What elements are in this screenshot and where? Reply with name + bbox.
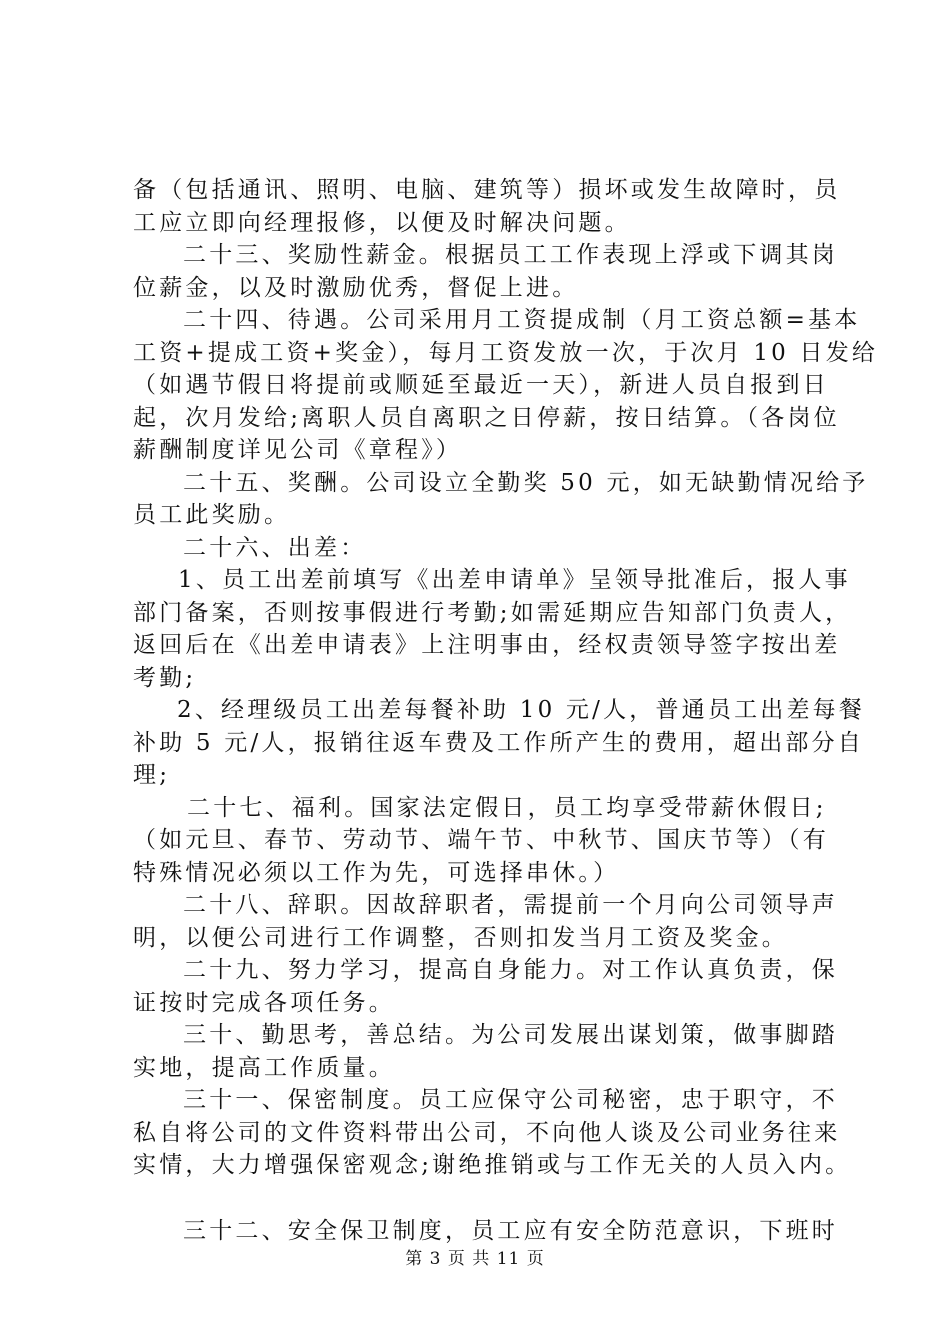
text-line: 二十四、待遇。公司采用月工资提成制（月工资总额=基本: [183, 307, 861, 333]
text-line: 特殊情况必须以工作为先，可选择串休。）: [133, 859, 620, 886]
text-line: 位薪金，以及时激励优秀，督促上进。: [133, 274, 579, 301]
text-line: 证按时完成各项任务。: [133, 989, 395, 1016]
text-line: 薪酬制度详见公司《章程》）: [133, 437, 463, 463]
page-footer: 第 3 页 共 11 页: [405, 1249, 545, 1269]
text-line: 实地，提高工作质量。: [133, 1054, 395, 1081]
text-line: 三十一、保密制度。员工应保守公司秘密，忠于职守，不: [183, 1087, 838, 1113]
paragraph-gap: [133, 1182, 833, 1215]
text-line: 备（包括通讯、照明、电脑、建筑等）损坏或发生故障时，员: [133, 177, 841, 203]
text-line: 考勤;: [133, 664, 197, 691]
text-line: 工应立即向经理报修，以便及时解决问题。: [133, 209, 631, 236]
text-line: 实情，大力增强保密观念;谢绝推销或与工作无关的人员入内。: [133, 1152, 852, 1178]
text-line: 返回后在《出差申请表》上注明事由，经权责领导签字按出差: [133, 632, 841, 658]
text-line: 起，次月发给;离职人员自离职之日停薪，按日结算。（各岗位: [133, 404, 840, 431]
text-line: 二十六、出差：: [183, 534, 367, 561]
text-line: （如元旦、春节、劳动节、端午节、中秋节、国庆节等）（有: [133, 827, 829, 853]
text-line: （如遇节假日将提前或顺延至最近一天），新进人员自报到日: [133, 372, 829, 398]
text-line: 补助 5 元/人，报销往返车费及工作所产生的费用，超出部分自: [133, 729, 865, 756]
text-line: 1、员工出差前填写《出差申请单》呈领导批准后，报人事: [178, 567, 851, 593]
text-line: 私自将公司的文件资料带出公司，不向他人谈及公司业务往来: [133, 1119, 841, 1146]
document-body: [133, 174, 879, 1247]
text-line: 三十、勤思考，善总结。为公司发展出谋划策，做事脚踏: [183, 1022, 838, 1048]
text-line: 工资+提成工资+奖金），每月工资发放一次，于次月 10 日发给: [133, 339, 879, 366]
text-line: 明，以便公司进行工作调整，否则扣发当月工资及奖金。: [133, 924, 788, 951]
text-line: 部门备案，否则按事假进行考勤;如需延期应告知部门负责人，: [133, 599, 852, 626]
text-line: 二十七、福利。国家法定假日，员工均享受带薪休假日;: [187, 794, 827, 821]
text-line: 理;: [133, 762, 171, 788]
text-line: 二十八、辞职。因故辞职者，需提前一个月向公司领导声: [183, 892, 838, 918]
text-line: 员工此奖励。: [133, 502, 291, 528]
text-line: 二十五、奖酬。公司设立全勤奖 50 元，如无缺勤情况给予: [183, 469, 869, 496]
text-line: 三十二、安全保卫制度，员工应有安全防范意识，下班时: [183, 1217, 838, 1244]
text-line: 2、经理级员工出差每餐补助 10 元/人，普通员工出差每餐: [177, 697, 866, 723]
text-line: 二十九、努力学习，提高自身能力。对工作认真负责，保: [183, 957, 838, 983]
text-line: 二十三、奖励性薪金。根据员工工作表现上浮或下调其岗: [183, 242, 838, 268]
